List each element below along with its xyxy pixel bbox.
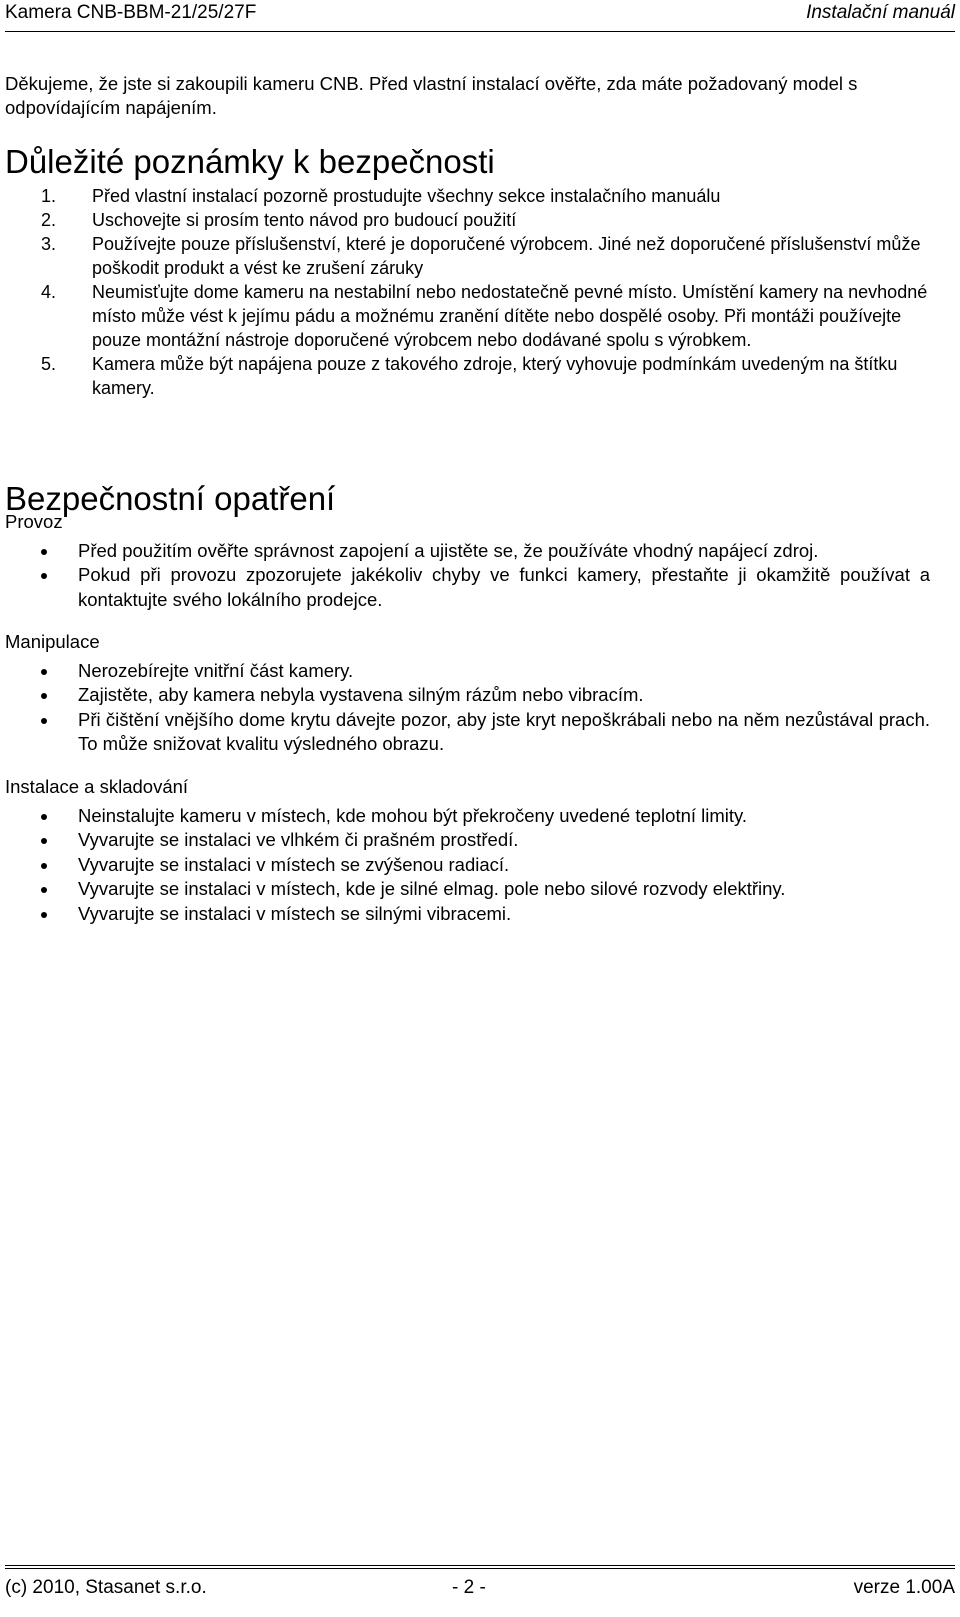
subheading-manipulace: Manipulace xyxy=(5,631,100,652)
bullet-text: Nerozebírejte vnitřní část kamery. xyxy=(78,659,354,681)
bullet-item xyxy=(5,659,930,684)
bullet-icon xyxy=(41,814,47,820)
bullet-item xyxy=(5,877,930,902)
bullet-item xyxy=(5,539,930,564)
page-footer xyxy=(5,1565,955,1615)
item-text: Používejte pouze příslušenství, které je doporučené výrobcem. Jiné než doporučené příslušenství může poškodit produkt a vést ke zrušení záruky xyxy=(92,234,921,278)
page-header xyxy=(5,0,955,30)
bullet-icon xyxy=(41,912,47,918)
bullet-item xyxy=(5,902,930,927)
bullet-text: Před použitím ověřte správnost zapojení a ujistěte se, že používáte vhodný napájecí zdroj. xyxy=(78,539,819,561)
item-number: 5. xyxy=(41,354,57,374)
bullet-icon xyxy=(41,863,47,869)
item-number: 4. xyxy=(41,282,57,302)
safety-item-3 xyxy=(5,232,930,280)
bullet-item xyxy=(5,804,930,829)
safety-item-1 xyxy=(5,184,930,208)
section-instalace xyxy=(5,775,930,926)
item-text: Před vlastní instalací pozorně prostudujte všechny sekce instalačního manuálu xyxy=(92,186,721,206)
bullet-item xyxy=(5,683,930,708)
item-number: 3. xyxy=(41,234,57,254)
bullet-icon xyxy=(41,838,47,844)
safety-item-4 xyxy=(5,280,930,352)
footer-version: verze 1.00A xyxy=(853,1577,955,1598)
header-product: Kamera CNB-BBM-21/25/27F xyxy=(5,2,257,23)
item-number: 1. xyxy=(41,186,57,206)
bullet-text: Vyvarujte se instalaci v místech se zvýšenou radiací. xyxy=(78,853,510,875)
bullet-icon xyxy=(41,887,47,893)
bullet-icon xyxy=(41,718,47,724)
header-rule xyxy=(5,31,955,32)
safety-item-5 xyxy=(5,352,930,400)
item-text: Uschovejte si prosím tento návod pro budoucí použití xyxy=(92,210,517,230)
safety-list xyxy=(5,184,930,400)
footer-rule-secondary xyxy=(5,1568,955,1569)
bullet-icon xyxy=(41,693,47,699)
bullet-text: Vyvarujte se instalaci v místech, kde je silné elmag. pole nebo silové rozvody elektřiny. xyxy=(78,878,786,899)
section-provoz xyxy=(5,510,930,612)
bullet-item xyxy=(5,853,930,878)
intro-paragraph: Děkujeme, že jste si zakoupili kameru CNB. Před vlastní instalací ověřte, zda máte požadovaný model s odpovídajícím napájením. xyxy=(5,73,858,118)
safety-heading: Důležité poznámky k bezpečnosti xyxy=(5,143,495,180)
bullet-icon xyxy=(41,573,47,579)
safety-item-2 xyxy=(5,208,930,232)
header-doc-title: Instalační manuál xyxy=(806,2,955,23)
section-manipulace xyxy=(5,630,930,757)
bullet-text: Vyvarujte se instalaci ve vlhkém či prašném prostředí. xyxy=(78,829,519,850)
bullet-icon xyxy=(41,549,47,555)
bullet-text: Neinstalujte kameru v místech, kde mohou být překročeny uvedené teplotní limity. xyxy=(78,804,748,826)
bullet-text: Vyvarujte se instalaci v místech se silnými vibracemi. xyxy=(78,902,512,924)
item-text: Kamera může být napájena pouze z takového zdroje, který vyhovuje podmínkám uvedeným na štítku kamery. xyxy=(92,354,898,398)
item-text: Neumisťujte dome kameru na nestabilní nebo nedostatečně pevné místo. Umístění kamery na nevhodné místo může vést k jejímu pádu a možnému zranění dítěte nebo dospělé osoby. Při montáži používejte pouze montážní nástroje doporučené výrobcem nebo dodávané spolu s výrobkem. xyxy=(92,282,928,350)
subheading-provoz: Provoz xyxy=(5,511,63,532)
footer-page-number: - 2 - xyxy=(452,1577,486,1598)
subheading-instalace: Instalace a skladování xyxy=(5,776,189,797)
bullet-text: Zajistěte, aby kamera nebyla vystavena silným rázům nebo vibracím. xyxy=(78,684,644,705)
bullet-text: Při čištění vnějšího dome krytu dávejte pozor, aby jste kryt nepoškrábali nebo na něm nezůstával prach. To může snižovat kvalitu výsledného obrazu. xyxy=(78,708,930,754)
bullet-item xyxy=(5,828,930,853)
precautions-heading: Bezpečnostní opatření xyxy=(5,480,336,517)
bullet-item xyxy=(5,708,930,757)
bullet-item xyxy=(5,563,930,612)
bullet-text: Pokud při provozu zpozorujete jakékoliv chyby ve funkci kamery, přestaňte ji okamžitě používat a kontaktujte svého lokálního prodejce. xyxy=(78,564,930,610)
item-number: 2. xyxy=(41,210,57,230)
footer-rule xyxy=(5,1565,955,1566)
footer-copyright: (c) 2010, Stasanet s.r.o. xyxy=(5,1577,207,1598)
bullet-icon xyxy=(41,669,47,675)
